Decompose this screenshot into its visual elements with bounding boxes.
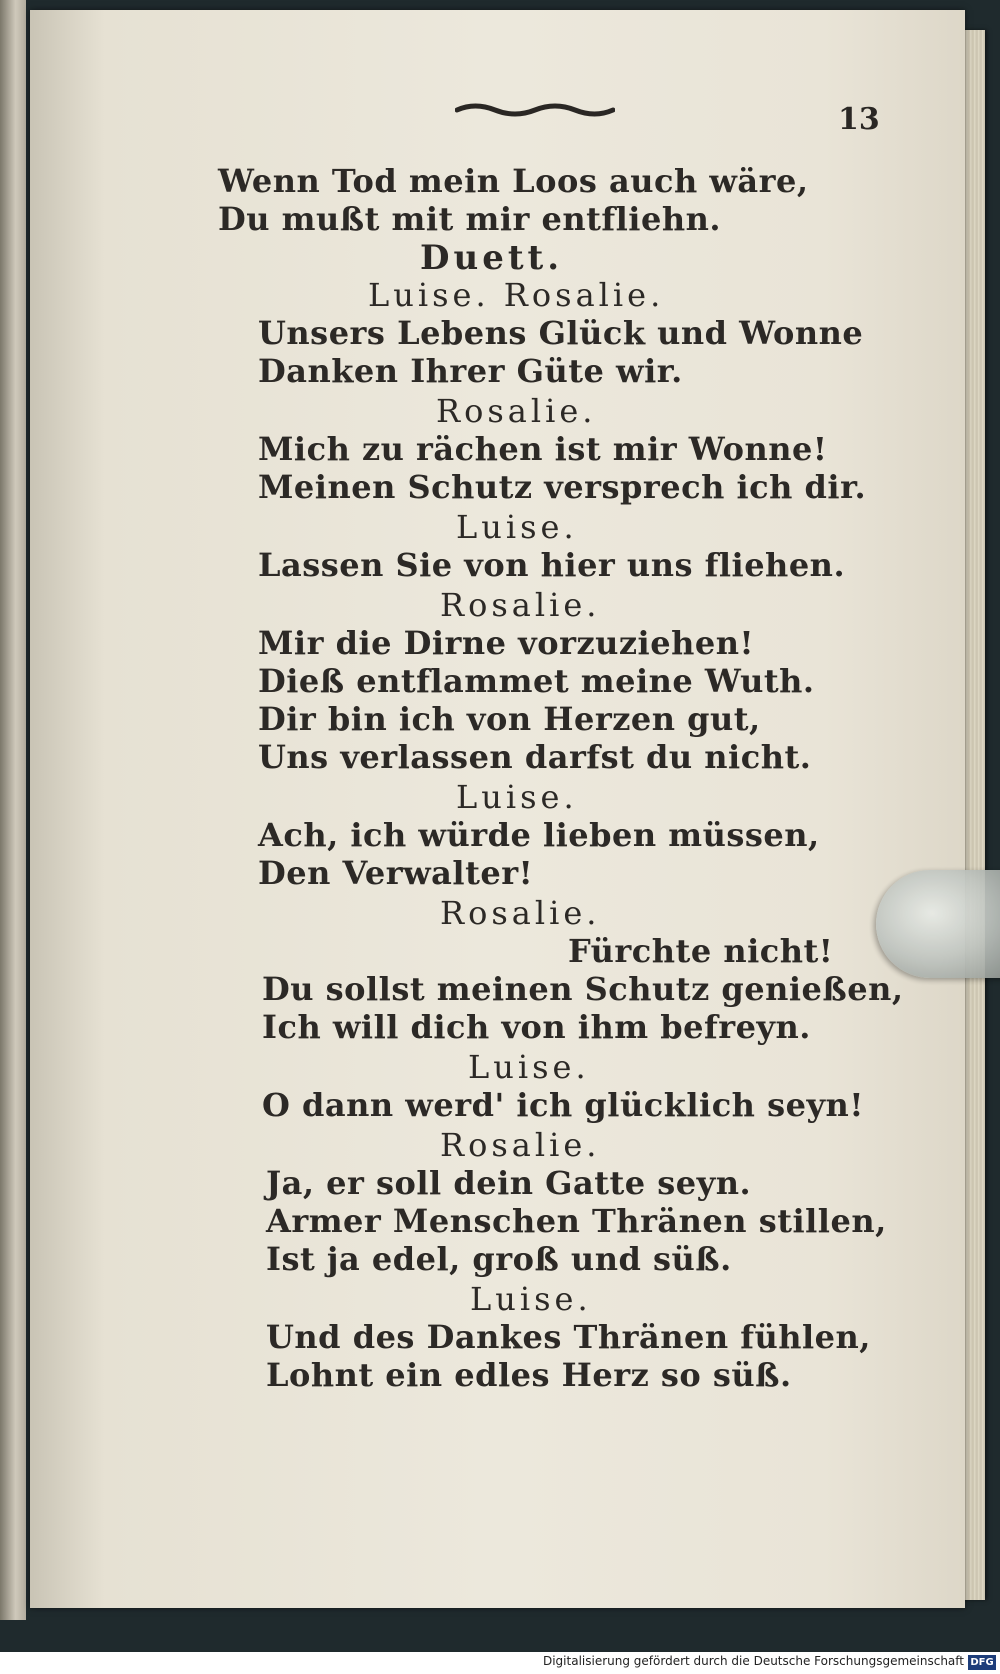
verse-line: Du mußt mit mir entfliehn. xyxy=(218,200,721,238)
speaker-label: Rosalie. xyxy=(440,586,601,624)
verse-line: Ich will dich von ihm befreyn. xyxy=(262,1008,811,1046)
verse-line: O dann werd' ich glücklich seyn! xyxy=(262,1086,864,1124)
verse-line: Den Verwalter! xyxy=(258,854,534,892)
speaker-label: Luise. Rosalie. xyxy=(368,276,665,314)
verse-line: Lohnt ein edles Herz so süß. xyxy=(266,1356,792,1394)
speaker-label: Luise. xyxy=(456,778,578,816)
verse-line: Du sollst meinen Schutz genießen, xyxy=(262,970,904,1008)
header-ornament xyxy=(455,100,615,120)
speaker-label: Rosalie. xyxy=(440,1126,601,1164)
verse-line: Fürchte nicht! xyxy=(568,932,834,970)
verse-line: Ja, er soll dein Gatte seyn. xyxy=(266,1164,752,1202)
section-title: Duett. xyxy=(420,238,564,278)
page-number: 13 xyxy=(838,102,880,137)
verse-line: Danken Ihrer Güte wir. xyxy=(258,352,683,390)
verse-line: Lassen Sie von hier uns fliehen. xyxy=(258,546,846,584)
speaker-label: Luise. xyxy=(468,1048,590,1086)
verse-line: Dieß entflammet meine Wuth. xyxy=(258,662,815,700)
verse-line: Und des Dankes Thränen fühlen, xyxy=(266,1318,871,1356)
verse-line: Dir bin ich von Herzen gut, xyxy=(258,700,761,738)
verse-line: Ist ja edel, groß und süß. xyxy=(266,1240,732,1278)
footer-credit: Digitalisierung gefördert durch die Deutsche Forschungsgemeinschaft xyxy=(542,1654,964,1668)
verse-line: Ach, ich würde lieben müssen, xyxy=(258,816,820,854)
verse-line: Uns verlassen darfst du nicht. xyxy=(258,738,812,776)
verse-line: Meinen Schutz versprech ich dir. xyxy=(258,468,867,506)
verse-line: Unsers Lebens Glück und Wonne xyxy=(258,314,864,352)
speaker-label: Luise. xyxy=(456,508,578,546)
verse-line: Armer Menschen Thränen stillen, xyxy=(266,1202,887,1240)
speaker-label: Rosalie. xyxy=(440,894,601,932)
dfg-logo: DFG xyxy=(968,1655,996,1670)
book-clip xyxy=(876,870,1000,978)
facing-page-edge xyxy=(0,0,26,1620)
verse-line: Wenn Tod mein Loos auch wäre, xyxy=(218,162,809,200)
verse-line: Mir die Dirne vorzuziehen! xyxy=(258,624,754,662)
speaker-label: Luise. xyxy=(470,1280,592,1318)
footer-bar xyxy=(0,1652,1000,1674)
verse-line: Mich zu rächen ist mir Wonne! xyxy=(258,430,828,468)
speaker-label: Rosalie. xyxy=(436,392,597,430)
